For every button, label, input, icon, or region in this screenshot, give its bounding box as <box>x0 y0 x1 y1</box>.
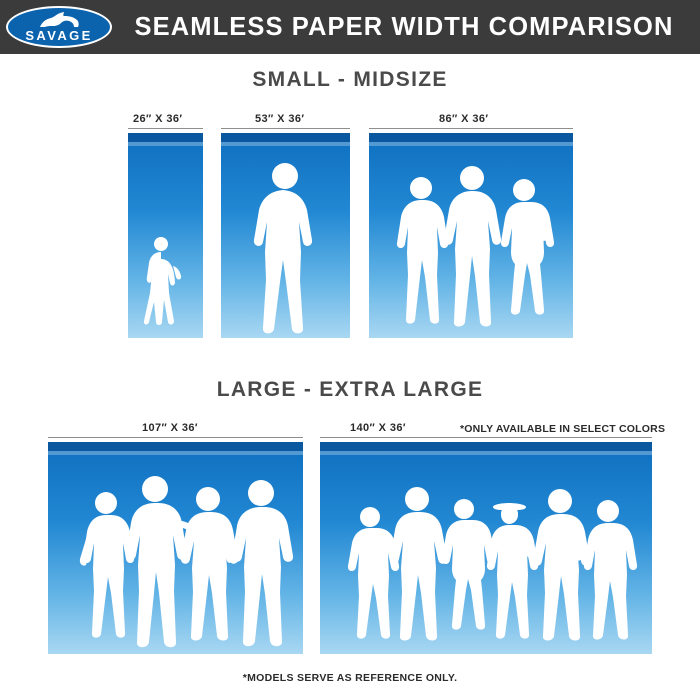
roll-cap <box>320 442 652 451</box>
silhouette-adult <box>254 163 312 333</box>
rule-roll-53in <box>221 128 350 129</box>
label-roll-107in: 107″ X 36′ <box>142 422 198 434</box>
silhouette-group-107in <box>48 455 303 654</box>
section-title-large-extra-large: LARGE - EXTRA LARGE <box>216 378 484 401</box>
silhouette-man-4 <box>232 480 293 646</box>
silhouette-man-5 <box>533 489 590 641</box>
paper-roll-107in <box>48 442 303 654</box>
roll-cap <box>128 133 203 142</box>
roll-cap <box>221 133 350 142</box>
footnote: *MODELS SERVE AS REFERENCE ONLY. <box>242 672 458 684</box>
silhouette-woman-3 <box>442 499 495 630</box>
silhouette-woman-right <box>501 179 554 315</box>
silhouette-woman-1 <box>348 507 399 639</box>
roll-cap <box>369 133 573 142</box>
label-roll-140in: 140″ X 36′ <box>350 422 406 434</box>
silhouette-man-center <box>444 166 501 327</box>
silhouette-man-6 <box>584 500 637 640</box>
page-title: SEAMLESS PAPER WIDTH COMPARISON <box>134 12 674 41</box>
rule-roll-140in <box>320 437 652 438</box>
label-roll-140in-note: *ONLY AVAILABLE IN SELECT COLORS <box>460 423 666 435</box>
roll-cap <box>48 442 303 451</box>
silhouette-woman-left <box>397 177 448 324</box>
silhouette-woman-hat-4 <box>487 503 538 639</box>
silhouette-child <box>144 237 181 325</box>
logo-text: SAVAGE <box>25 28 93 43</box>
logo-oval <box>6 6 112 48</box>
label-roll-53in: 53″ X 36′ <box>255 113 305 125</box>
label-roll-86in: 86″ X 36′ <box>439 113 489 125</box>
silhouette-woman-1 <box>80 492 134 638</box>
rule-roll-86in <box>369 128 573 129</box>
silhouette-group-140in <box>320 455 652 654</box>
silhouette-group-26in <box>128 146 203 338</box>
paper-roll-26in <box>128 133 203 338</box>
silhouette-man-3 <box>181 487 238 641</box>
silhouette-group-53in <box>221 146 350 338</box>
section-title-small-midsize: SMALL - MIDSIZE <box>252 68 448 91</box>
paper-roll-140in <box>320 442 652 654</box>
silhouette-group-86in <box>369 146 573 338</box>
page-header <box>0 0 700 54</box>
savage-logo <box>0 0 118 54</box>
label-roll-26in: 26″ X 36′ <box>133 113 183 125</box>
rule-roll-107in <box>48 437 303 438</box>
paper-roll-53in <box>221 133 350 338</box>
rule-roll-26in <box>128 128 203 129</box>
paper-roll-86in <box>369 133 573 338</box>
